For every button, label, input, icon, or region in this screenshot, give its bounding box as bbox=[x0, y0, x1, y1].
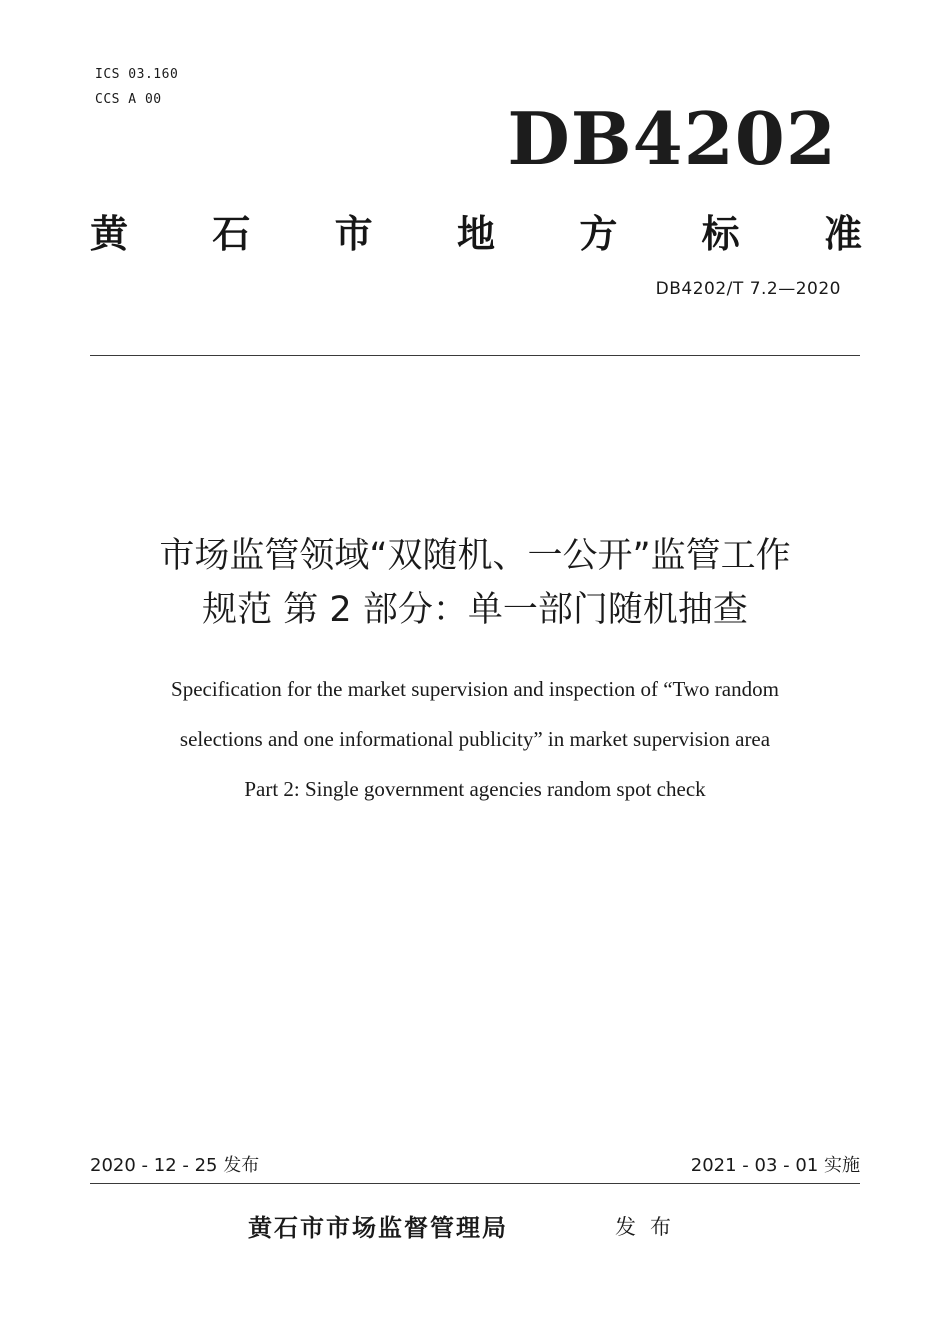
footer-divider bbox=[90, 1183, 860, 1184]
title-english-line-1: Specification for the market supervision and inspection of “Two random bbox=[171, 677, 779, 701]
standard-type-char: 黄 bbox=[90, 212, 129, 256]
standard-type-char: 石 bbox=[212, 212, 251, 256]
issue-date: 2020 - 12 - 25 发布 bbox=[90, 1155, 260, 1176]
title-english-line-2: selections and one informational publicity” in market supervision area bbox=[179, 727, 771, 751]
title-chinese-line-2: 规范 第 2 部分：单一部门随机抽查 bbox=[202, 590, 748, 630]
ics-code: ICS 03.160 bbox=[95, 67, 179, 82]
standard-type-char: 地 bbox=[456, 212, 495, 256]
header-divider bbox=[90, 355, 860, 356]
standard-type-char: 市 bbox=[334, 212, 373, 256]
title-english-line-3: Part 2: Single government agencies random spot check bbox=[244, 777, 706, 801]
standard-code-heading: DB4202 bbox=[507, 96, 837, 181]
standard-type-heading bbox=[90, 206, 862, 262]
standard-type-char: 方 bbox=[579, 212, 618, 256]
title-chinese-line-1: 市场监管领域“双随机、一公开”监管工作 bbox=[159, 536, 791, 576]
implementation-date: 2021 - 03 - 01 实施 bbox=[690, 1155, 860, 1176]
issuing-authority: 黄石市市场监督管理局 bbox=[248, 1213, 508, 1242]
issue-label: 发布 bbox=[615, 1215, 685, 1239]
standard-type-char: 标 bbox=[701, 212, 740, 256]
standard-type-char: 准 bbox=[823, 212, 862, 256]
ccs-code: CCS A 00 bbox=[95, 92, 162, 107]
standard-number: DB4202/T 7.2—2020 bbox=[655, 279, 841, 299]
